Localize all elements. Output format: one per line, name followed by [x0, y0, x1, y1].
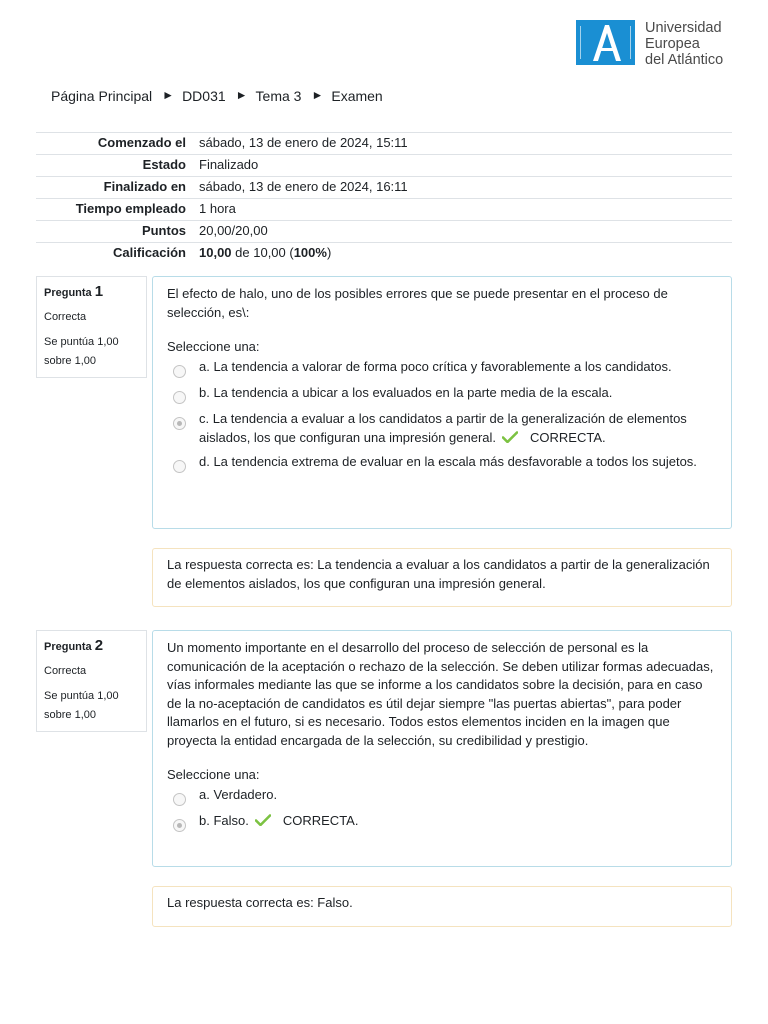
option-text-wrapper — [199, 812, 717, 831]
question-number-value: 2 — [94, 637, 104, 654]
question-text: Un momento importante en el desarrollo del proceso de selección de personal es la comunicación de la aceptación o rechazo de la selección. Se deben utilizar formas adecuadas, vías informales mediante las que se informe a los candidatos sobre la decisión, para en caso de la no-aceptación de candidatos es útil dejar siempre "las puertas abiertas", para poder llamarlos en el futuro, si es necesario. Todos estos elementos inciden en la imagen que proyecta la entidad encargada de la selección, su credibilidad y prestigio. — [167, 640, 714, 748]
summary-label: Finalizado en — [36, 177, 192, 199]
question-feedback-2: La respuesta correcta es: Falso. — [152, 886, 732, 927]
option-text: a. Verdadero. — [199, 787, 278, 802]
radio-button[interactable] — [173, 793, 186, 806]
option-text: b. La tendencia a ubicar a los evaluados en la parte media de la escala. — [199, 385, 613, 400]
answer-option-d[interactable] — [167, 453, 717, 473]
option-text: c. La tendencia a evaluar a los candidatos a partir de la generalización de elementos aislados, los que configuran una impresión general. — [199, 411, 687, 445]
check-icon — [255, 814, 271, 826]
grade-close: ) — [326, 245, 332, 260]
summary-label: Calificación — [36, 243, 192, 265]
breadcrumb-separator-icon: ► — [235, 88, 248, 102]
question-grade: Se puntúa 1,00 sobre 1,00 — [44, 690, 119, 721]
summary-value: 1 hora — [192, 199, 732, 221]
breadcrumb-separator-icon: ► — [311, 88, 324, 102]
summary-row-grade — [36, 243, 732, 265]
summary-label: Comenzado el — [36, 133, 192, 155]
summary-value: sábado, 13 de enero de 2024, 15:11 — [192, 133, 732, 155]
radio-button[interactable] — [173, 391, 186, 404]
breadcrumb-exam-link[interactable]: Examen — [331, 88, 383, 104]
question-text: El efecto de halo, uno de los posibles errores que se puede presentar en el proceso de selección, es\: — [167, 286, 668, 320]
summary-value — [192, 243, 732, 265]
summary-row-finished — [36, 177, 732, 199]
summary-row-started — [36, 133, 732, 155]
summary-row-points — [36, 221, 732, 243]
question-number-value: 1 — [94, 283, 104, 300]
answer-option-b[interactable] — [167, 812, 717, 832]
question-status: Correcta — [44, 665, 87, 677]
question-info-2 — [36, 630, 147, 732]
summary-value: 20,00/20,00 — [192, 221, 732, 243]
radio-button-selected[interactable] — [173, 819, 186, 832]
summary-value: sábado, 13 de enero de 2024, 16:11 — [192, 177, 732, 199]
summary-row-time-taken — [36, 199, 732, 221]
logo-line-3: del Atlántico — [645, 52, 724, 68]
question-label: Pregunta — [44, 287, 92, 299]
question-number — [44, 637, 139, 654]
check-icon — [502, 431, 518, 443]
option-text: b. Falso. — [199, 813, 249, 828]
option-text: d. La tendencia extrema de evaluar en la escala más desfavorable a todos los sujetos. — [199, 454, 697, 469]
question-status: Correcta — [44, 311, 87, 323]
radio-button[interactable] — [173, 365, 186, 378]
summary-label: Tiempo empleado — [36, 199, 192, 221]
grade-value: 10,00 — [199, 245, 232, 260]
answer-option-a[interactable] — [167, 358, 717, 378]
question-info-1 — [36, 276, 147, 378]
correct-mark: CORRECTA. — [282, 813, 359, 828]
university-name — [645, 20, 723, 68]
grade-max: de 10,00 ( — [231, 245, 294, 260]
university-logo — [576, 20, 723, 68]
question-label: Pregunta — [44, 641, 92, 653]
breadcrumb — [51, 88, 383, 104]
summary-label: Estado — [36, 155, 192, 177]
radio-button-selected[interactable] — [173, 417, 186, 430]
answer-prompt: Seleccione una: — [167, 339, 260, 354]
option-text: a. La tendencia a valorar de forma poco crítica y favorablemente a los candidatos. — [199, 359, 672, 374]
correct-mark: CORRECTA. — [530, 429, 606, 445]
university-logo-mark — [576, 20, 635, 65]
logo-line-1: Universidad — [645, 20, 722, 36]
breadcrumb-course-link[interactable]: DD031 — [182, 88, 226, 104]
logo-line-2: Europea — [645, 36, 700, 52]
question-number — [44, 283, 139, 300]
attempt-summary-table — [36, 132, 732, 264]
question-content-1 — [152, 276, 732, 529]
summary-row-state — [36, 155, 732, 177]
breadcrumb-separator-icon: ► — [162, 88, 175, 102]
question-content-2 — [152, 630, 732, 867]
summary-label: Puntos — [36, 221, 192, 243]
grade-percent: 100% — [293, 245, 327, 260]
option-text-wrapper — [199, 410, 717, 447]
question-grade: Se puntúa 1,00 sobre 1,00 — [44, 336, 119, 367]
answer-option-c[interactable] — [167, 410, 717, 447]
answer-option-a[interactable] — [167, 786, 717, 806]
question-feedback-1: La respuesta correcta es: La tendencia a evaluar a los candidatos a partir de la generalización de elementos aislados, los que configuran una impresión general. — [152, 548, 732, 607]
answer-prompt: Seleccione una: — [167, 767, 260, 782]
summary-value: Finalizado — [192, 155, 732, 177]
breadcrumb-topic-link[interactable]: Tema 3 — [255, 88, 302, 104]
radio-button[interactable] — [173, 460, 186, 473]
answer-option-b[interactable] — [167, 384, 717, 404]
breadcrumb-home-link[interactable]: Página Principal — [51, 88, 153, 104]
